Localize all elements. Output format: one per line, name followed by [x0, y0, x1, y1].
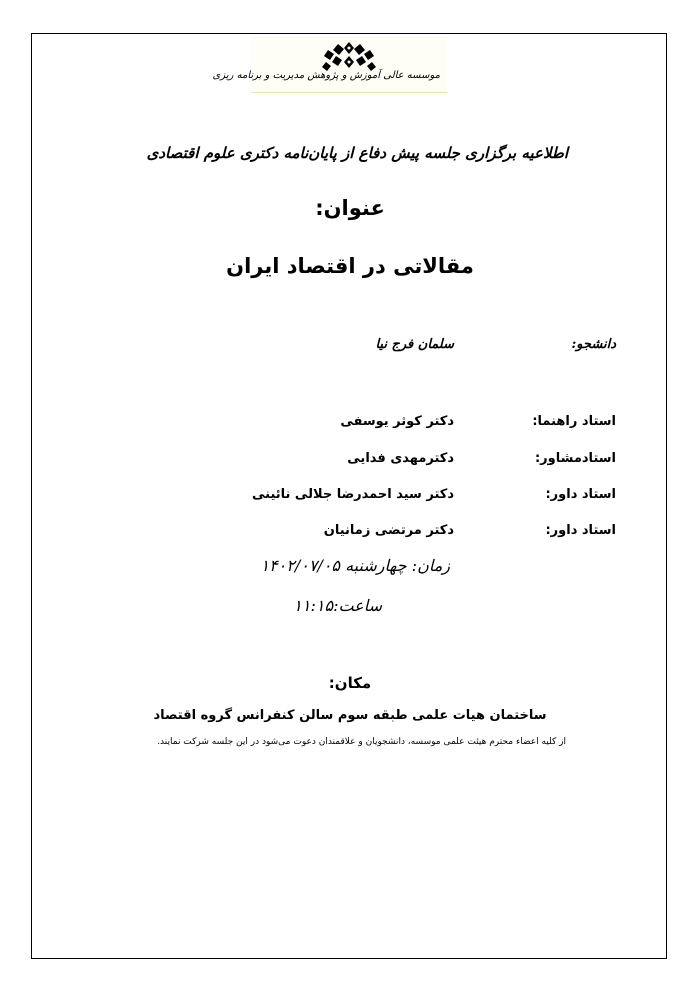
supervisor-label: استاد راهنما:: [532, 414, 616, 429]
title-label: عنوان:: [315, 196, 385, 220]
location-label: مکان:: [328, 674, 372, 692]
referee-label-2: استاد داور:: [545, 523, 616, 538]
announcement-heading: اطلاعیه برگزاری جلسه پیش دفاع از پایان‌نامه دکتری علوم اقتصادی: [146, 144, 568, 162]
referee-name-1: دکتر سید احمدرضا جلالی نائینی: [252, 487, 454, 502]
thesis-title: مقالاتی در اقتصاد ایران: [226, 254, 474, 278]
referee-name-2: دکتر مرتضی زمانیان: [323, 523, 454, 538]
location-value: ساختمان هیات علمی طبقه سوم سالن کنفرانس گروه اقتصاد: [153, 708, 547, 723]
advisor-label: استادمشاور:: [534, 451, 616, 466]
invitation-note: از کلیه اعضاء محترم هیئت علمی موسسه، دانشجویان و علاقمندان دعوت می‌شود در این جلسه شرکت نمایند.: [157, 737, 566, 747]
student-name: سلمان فرج نیا: [375, 337, 454, 352]
defense-date: زمان: چهارشنبه ۱۴۰۲/۰۷/۰۵: [260, 556, 450, 575]
student-label: دانشجو:: [571, 337, 616, 352]
supervisor-name: دکتر کوثر یوسفی: [340, 414, 454, 429]
institute-name: موسسه عالی آموزش و پژوهش مدیریت و برنامه ریزی: [212, 70, 440, 81]
referee-label-1: استاد داور:: [545, 487, 616, 502]
defense-time: ساعت:۱۱:۱۵: [293, 596, 382, 615]
advisor-name: دکترمهدی فدایی: [347, 451, 454, 466]
